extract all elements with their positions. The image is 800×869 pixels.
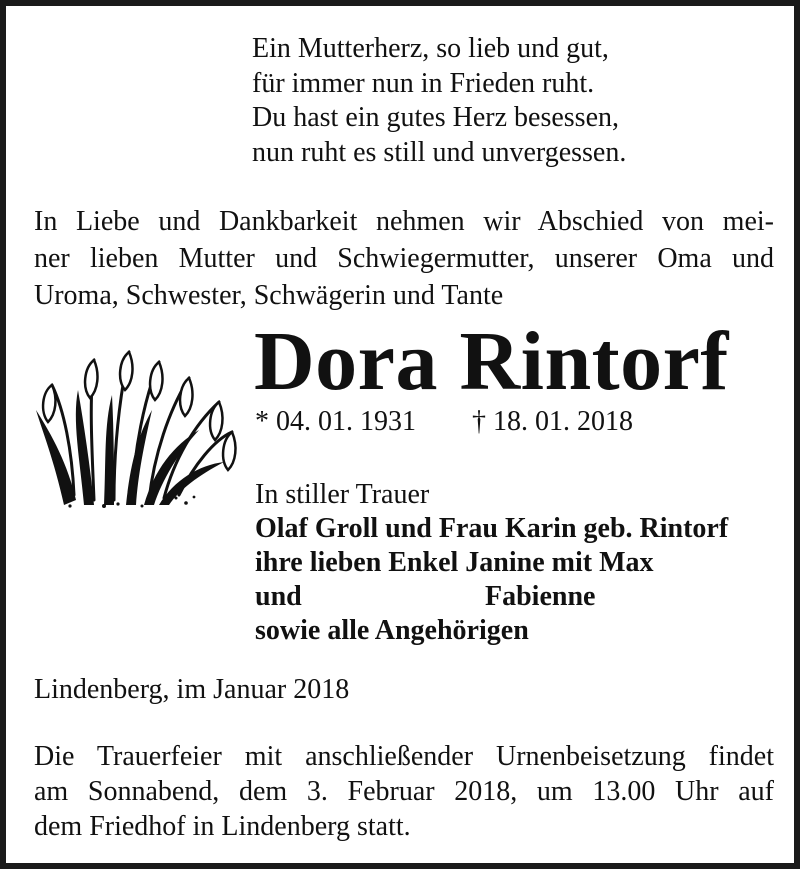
- mourner-line: sowie alle Angehörigen: [255, 615, 529, 646]
- mourning-heading: In stiller Trauer: [255, 479, 430, 510]
- poem-line: Du hast ein gutes Herz besessen,: [252, 102, 620, 133]
- mourner-line: Olaf Groll und Frau Karin geb. Rintorf: [255, 513, 729, 544]
- death-date: † 18. 01. 2018: [472, 406, 633, 437]
- intro-line: In Liebe und Dankbarkeit nehmen wir Abschied von mei-: [34, 206, 774, 237]
- poem-line: Ein Mutterherz, so lieb und gut,: [252, 33, 609, 64]
- deceased-name: Dora Rintorf: [254, 315, 729, 408]
- poem-line: nun ruht es still und unvergessen.: [252, 136, 627, 168]
- life-dates: [255, 404, 633, 440]
- ceremony-line: dem Friedhof in Lindenberg statt.: [34, 811, 411, 842]
- mourner-line: [255, 580, 728, 614]
- mourner-name: Fabienne: [485, 581, 596, 612]
- intro-line: Uroma, Schwester, Schwägerin und Tante: [34, 280, 504, 311]
- intro-line: ner lieben Mutter und Schwiegermutter, unserer Oma und: [34, 243, 774, 274]
- mourner-line: ihre lieben Enkel Janine mit Max: [255, 547, 654, 578]
- poem-line: für immer nun in Frieden ruht.: [252, 67, 595, 99]
- birth-date: * 04. 01. 1931: [255, 406, 416, 437]
- farewell-intro: [34, 203, 774, 314]
- memorial-poem: [252, 32, 626, 170]
- ceremony-info: [34, 739, 774, 844]
- ceremony-line: Die Trauerfeier mit anschließender Urnenbeisetzung findet: [34, 741, 774, 772]
- ceremony-line: am Sonnabend, dem 3. Februar 2018, um 13.00 Uhr auf: [34, 776, 774, 807]
- mourners-block: [255, 478, 728, 648]
- mourner-conjunction: und: [255, 581, 302, 612]
- place-and-date: Lindenberg, im Januar 2018: [34, 674, 350, 705]
- snowdrop-flowers-icon: [34, 340, 244, 510]
